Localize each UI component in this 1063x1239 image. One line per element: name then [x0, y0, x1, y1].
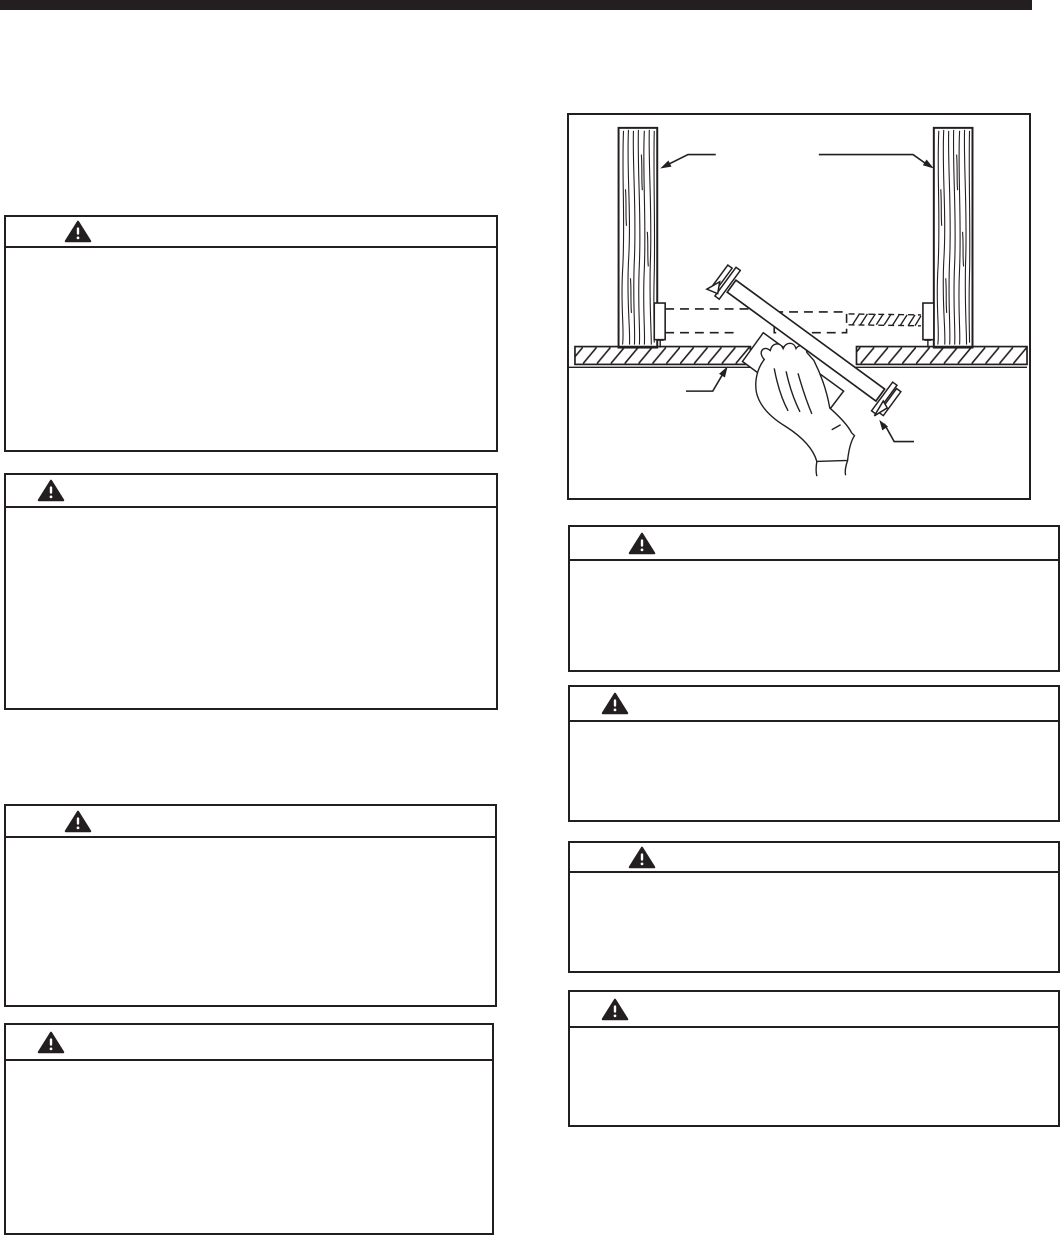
warning-box-left-3 — [4, 804, 497, 1007]
warning-triangle-icon — [37, 479, 65, 502]
wall-stud-right — [934, 128, 973, 348]
warning-triangle-icon — [628, 846, 656, 869]
bar-spike-top — [707, 282, 720, 294]
warning-box-header — [6, 475, 496, 508]
warning-box-header — [6, 217, 496, 248]
installation-figure — [567, 113, 1031, 500]
stud-leader-arrow-left — [660, 155, 716, 169]
warning-triangle-icon — [64, 220, 92, 243]
threaded-rod — [849, 314, 921, 326]
stud-leader-arrow-right — [819, 155, 934, 169]
warning-box-header — [570, 992, 1058, 1028]
anchor-bracket-right — [923, 303, 934, 348]
warning-box-left-1 — [4, 215, 498, 452]
bar-end-leader-arrow — [879, 420, 914, 442]
warning-triangle-icon — [628, 532, 656, 555]
warning-box-right-1 — [568, 525, 1060, 672]
warning-triangle-icon — [601, 998, 629, 1021]
wall-surface-right — [855, 347, 1028, 368]
wall-stud-left — [619, 128, 658, 348]
warning-box-left-2 — [4, 473, 498, 710]
warning-box-right-2 — [568, 685, 1060, 822]
page-top-rule — [0, 0, 1032, 10]
warning-triangle-icon — [37, 1031, 65, 1054]
warning-box-header — [6, 806, 495, 838]
warning-box-right-3 — [568, 841, 1060, 973]
warning-triangle-icon — [601, 692, 629, 715]
wall-surface-left — [569, 347, 752, 368]
warning-box-left-4 — [4, 1023, 494, 1235]
warning-triangle-icon — [64, 810, 92, 833]
stud-diagram-art — [569, 115, 1029, 498]
warning-box-header — [6, 1025, 492, 1061]
warning-box-header — [570, 843, 1058, 873]
warning-box-right-4 — [568, 990, 1060, 1127]
warning-box-header — [570, 687, 1058, 722]
wall-leader-arrow — [686, 366, 728, 391]
warning-box-header — [570, 527, 1058, 561]
